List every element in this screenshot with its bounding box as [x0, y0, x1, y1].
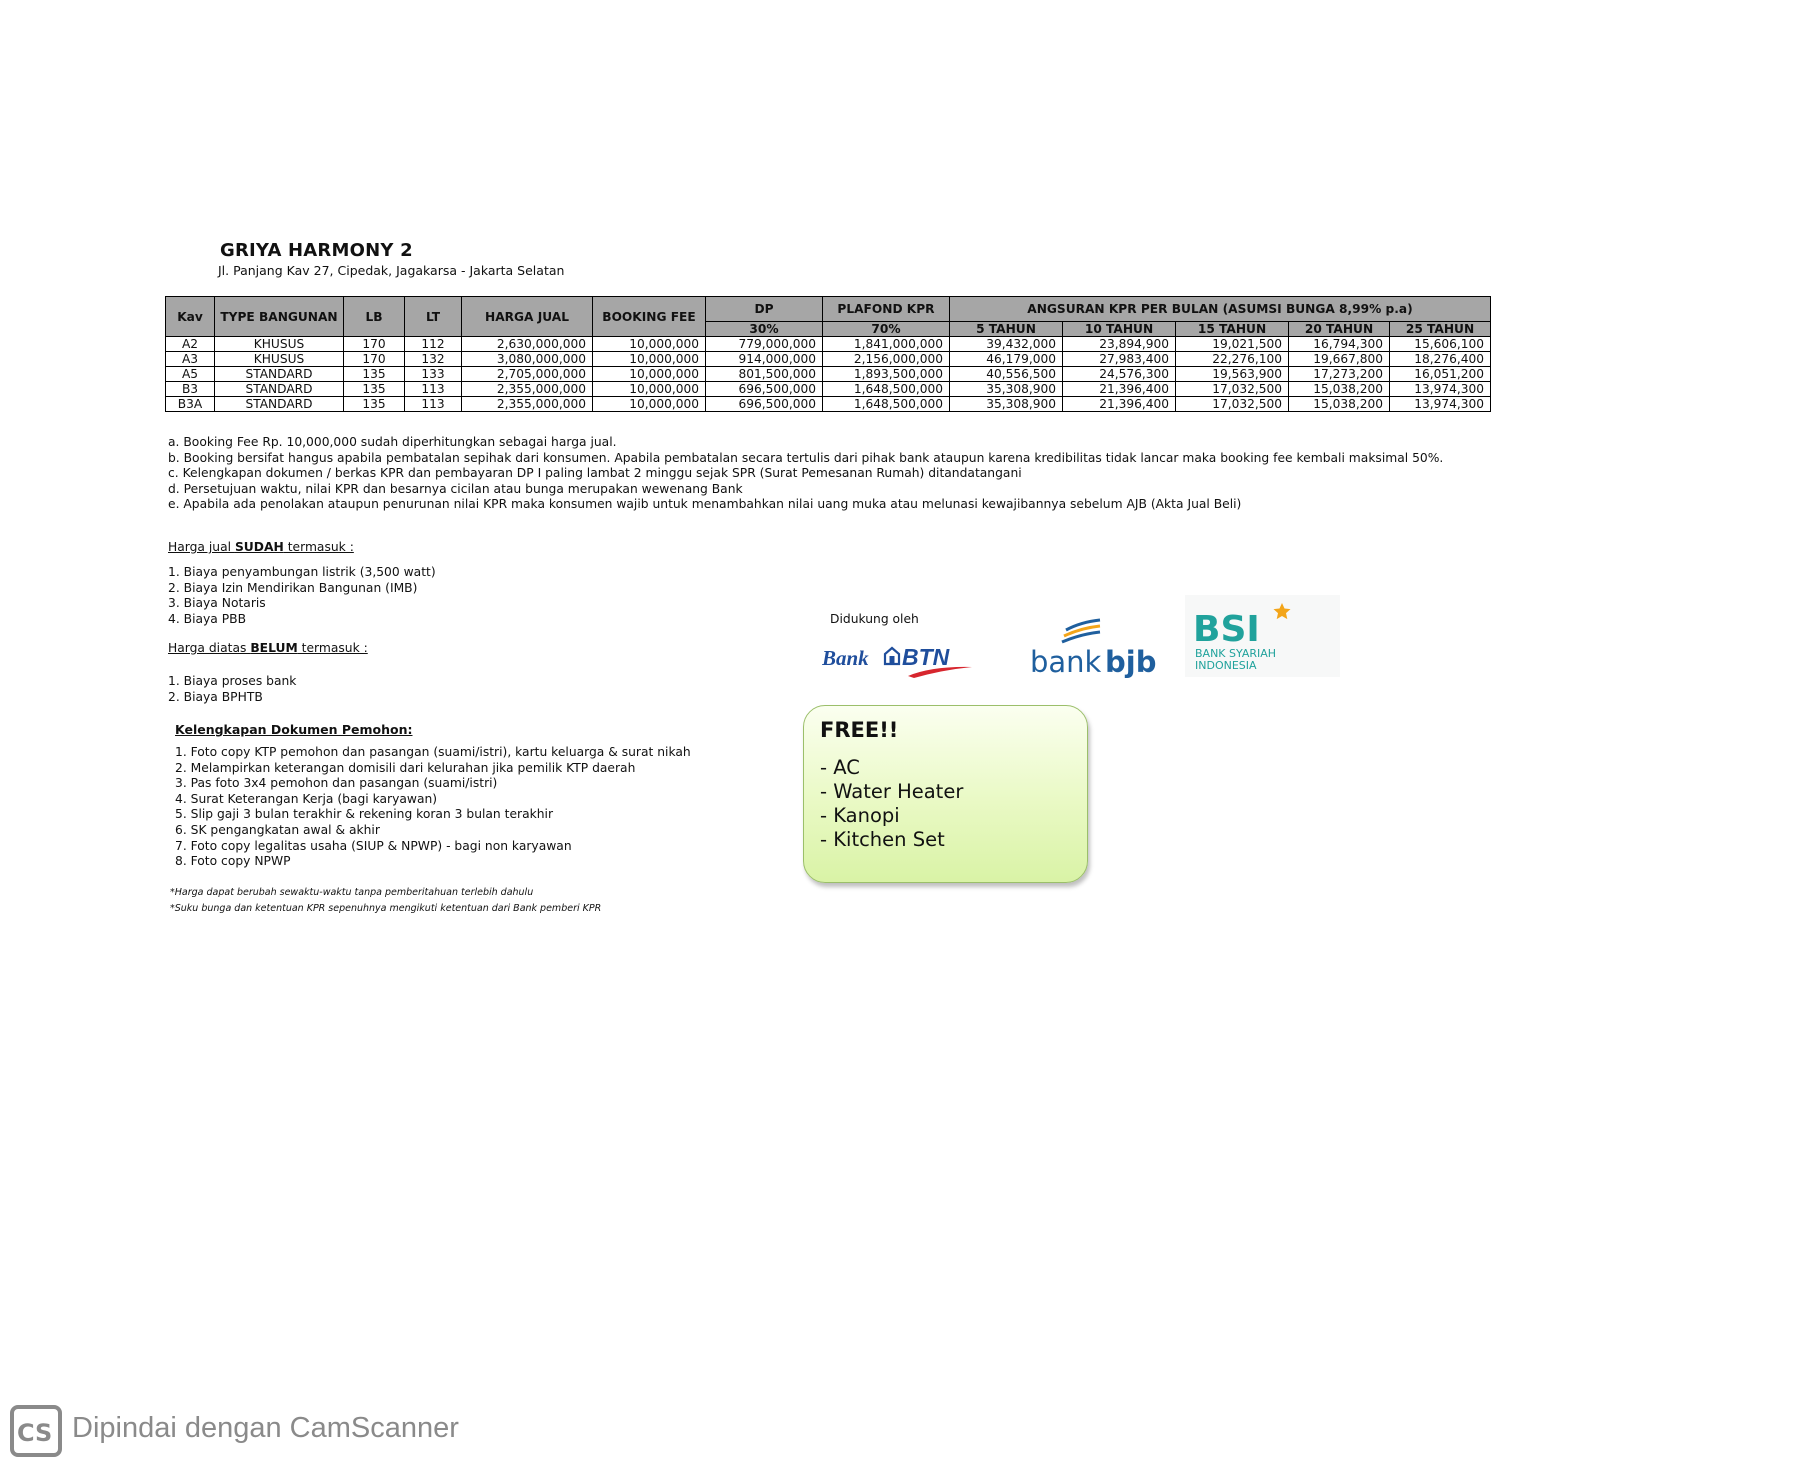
cell-kav: B3 [166, 382, 215, 397]
btn-logo-bank-text: Bank [822, 646, 869, 670]
bank-btn-logo [822, 640, 972, 680]
cell-harga: 2,355,000,000 [462, 397, 593, 412]
btn-house-icon [885, 648, 899, 664]
bsi-text: BSI [1193, 609, 1260, 650]
bjb-bank-text: bank [1030, 645, 1102, 678]
cell-harga: 3,080,000,000 [462, 352, 593, 367]
list-item: 1. Biaya penyambungan listrik (3,500 watt) [168, 565, 436, 579]
list-item: 5. Slip gaji 3 bulan terakhir & rekening koran 3 bulan terakhir [175, 807, 554, 822]
free-item: - AC [820, 756, 860, 779]
cell-lb: 170 [344, 352, 405, 367]
col-header-plafond-pct: 70% [823, 322, 950, 337]
supported-by-label: Didukung oleh [830, 612, 919, 626]
col-header-angsuran: ANGSURAN KPR PER BULAN (ASUMSI BUNGA 8,99% p.a) [950, 297, 1491, 322]
cell-type: KHUSUS [215, 337, 344, 352]
excluded-heading-suffix: termasuk : [297, 641, 368, 655]
cell-harga: 2,630,000,000 [462, 337, 593, 352]
excluded-heading-bold: BELUM [250, 641, 298, 655]
col-header-dp-pct: 30% [706, 322, 823, 337]
cell-15-tahun: 22,276,100 [1176, 352, 1289, 367]
cell-lt: 132 [405, 352, 462, 367]
documents-list [175, 745, 691, 870]
cell-booking: 10,000,000 [593, 382, 706, 397]
cell-harga: 2,705,000,000 [462, 367, 593, 382]
included-heading-prefix: Harga jual [168, 540, 235, 554]
note-a: a. Booking Fee Rp. 10,000,000 sudah diperhitungkan sebagai harga jual. [168, 435, 617, 449]
cell-20-tahun: 17,273,200 [1289, 367, 1390, 382]
cell-5-tahun: 39,432,000 [950, 337, 1063, 352]
disclaimer-interest: *Suku bunga dan ketentuan KPR sepenuhnya mengikuti ketentuan dari Bank pemberi KPR [170, 903, 602, 914]
included-heading-suffix: termasuk : [283, 540, 354, 554]
cell-kav: A2 [166, 337, 215, 352]
table-row [166, 382, 1491, 397]
col-header-dp: DP [706, 297, 823, 322]
cell-lt: 113 [405, 397, 462, 412]
camscanner-icon-text: CS [17, 1419, 53, 1447]
list-item: 4. Biaya PBB [168, 611, 247, 626]
note-b: b. Booking bersifat hangus apabila pembatalan sepihak dari konsumen. Apabila pembatalan secara tertulis dari pihak bank ataupun karena kredibilitas tidak lancar maka booking fee kembali maksimal 50%. [168, 450, 1444, 465]
col-header-5-tahun: 5 TAHUN [950, 322, 1063, 337]
list-item: 4. Surat Keterangan Kerja (bagi karyawan) [175, 791, 438, 806]
cell-lt: 113 [405, 382, 462, 397]
cell-plafond: 1,648,500,000 [823, 397, 950, 412]
table-row [166, 397, 1491, 412]
cell-10-tahun: 27,983,400 [1063, 352, 1176, 367]
cell-5-tahun: 35,308,900 [950, 397, 1063, 412]
cell-10-tahun: 21,396,400 [1063, 397, 1176, 412]
col-header-harga: HARGA JUAL [462, 297, 593, 337]
table-row [166, 367, 1491, 382]
included-list [168, 565, 436, 627]
cell-15-tahun: 17,032,500 [1176, 382, 1289, 397]
cell-type: STANDARD [215, 367, 344, 382]
list-item: 3. Biaya Notaris [168, 596, 266, 611]
table-row [166, 352, 1491, 367]
address: Jl. Panjang Kav 27, Cipedak, Jagakarsa - Jakarta Selatan [218, 263, 565, 278]
cell-kav: B3A [166, 397, 215, 412]
cell-dp: 914,000,000 [706, 352, 823, 367]
col-header-15-tahun: 15 TAHUN [1176, 322, 1289, 337]
bank-bjb-logo [1026, 606, 1156, 678]
list-item: 1. Foto copy KTP pemohon dan pasangan (suami/istri), kartu keluarga & surat nikah [175, 745, 691, 759]
cell-dp: 801,500,000 [706, 367, 823, 382]
camscanner-icon [10, 1405, 62, 1457]
cell-10-tahun: 24,576,300 [1063, 367, 1176, 382]
disclaimer-price: *Harga dapat berubah sewaktu-waktu tanpa pemberitahuan terlebih dahulu [170, 887, 534, 898]
price-table [165, 296, 1491, 412]
note-e: e. Apabila ada penolakan ataupun penurunan nilai KPR maka konsumen wajib untuk menambahkan nilai uang muka atau melunasi kewajibannya sebelum AJB (Akta Jual Beli) [168, 497, 1242, 512]
cell-dp: 696,500,000 [706, 397, 823, 412]
excluded-heading [168, 641, 368, 655]
cell-5-tahun: 35,308,900 [950, 382, 1063, 397]
cell-type: KHUSUS [215, 352, 344, 367]
list-item: 2. Biaya BPHTB [168, 689, 263, 704]
col-header-10-tahun: 10 TAHUN [1063, 322, 1176, 337]
list-item: 2. Biaya Izin Mendirikan Bangunan (IMB) [168, 580, 418, 595]
svg-text:BANK SYARIAH: BANK SYARIAH [1195, 647, 1277, 660]
col-header-plafond: PLAFOND KPR [823, 297, 950, 322]
cell-25-tahun: 13,974,300 [1390, 397, 1491, 412]
free-bonus-box [803, 705, 1088, 883]
cell-5-tahun: 46,179,000 [950, 352, 1063, 367]
svg-text:INDONESIA: INDONESIA [1195, 659, 1257, 672]
col-header-20-tahun: 20 TAHUN [1289, 322, 1390, 337]
btn-logo-btn-text: BTN [902, 644, 950, 670]
col-header-lt: LT [405, 297, 462, 337]
cell-plafond: 1,648,500,000 [823, 382, 950, 397]
free-item: - Water Heater [820, 780, 964, 803]
cell-lb: 135 [344, 397, 405, 412]
included-heading-bold: SUDAH [234, 540, 284, 554]
note-d: d. Persetujuan waktu, nilai KPR dan besarnya cicilan atau bunga merupakan wewenang Bank [168, 481, 743, 496]
cell-plafond: 1,893,500,000 [823, 367, 950, 382]
cell-harga: 2,355,000,000 [462, 382, 593, 397]
list-item: 6. SK pengangkatan awal & akhir [175, 822, 380, 837]
cell-20-tahun: 16,794,300 [1289, 337, 1390, 352]
bjb-wave-icon [1062, 620, 1100, 642]
free-item: - Kanopi [820, 804, 900, 827]
free-title: FREE!! [820, 718, 899, 742]
excluded-heading-prefix: Harga diatas [168, 641, 251, 655]
cell-kav: A5 [166, 367, 215, 382]
cell-lt: 133 [405, 367, 462, 382]
cell-kav: A3 [166, 352, 215, 367]
cell-lb: 135 [344, 382, 405, 397]
col-header-kav: Kav [166, 297, 215, 337]
cell-15-tahun: 19,021,500 [1176, 337, 1289, 352]
cell-plafond: 2,156,000,000 [823, 352, 950, 367]
included-heading [168, 540, 354, 554]
cell-20-tahun: 19,667,800 [1289, 352, 1390, 367]
bsi-star-icon [1274, 603, 1291, 619]
cell-booking: 10,000,000 [593, 367, 706, 382]
page-title: GRIYA HARMONY 2 [220, 240, 413, 261]
list-item: 2. Melampirkan keterangan domisili dari kelurahan jika pemilik KTP daerah [175, 760, 636, 775]
cell-plafond: 1,841,000,000 [823, 337, 950, 352]
cell-lb: 135 [344, 367, 405, 382]
cell-15-tahun: 17,032,500 [1176, 397, 1289, 412]
note-c: c. Kelengkapan dokumen / berkas KPR dan pembayaran DP I paling lambat 2 minggu sejak SPR (Surat Pemesanan Rumah) ditandatangani [168, 466, 1022, 481]
camscanner-watermark: Dipindai dengan CamScanner [72, 1412, 459, 1444]
col-header-lb: LB [344, 297, 405, 337]
cell-booking: 10,000,000 [593, 337, 706, 352]
list-item: 8. Foto copy NPWP [175, 854, 291, 869]
list-item: 1. Biaya proses bank [168, 674, 297, 688]
cell-10-tahun: 21,396,400 [1063, 382, 1176, 397]
terms-notes [168, 435, 1443, 513]
cell-lt: 112 [405, 337, 462, 352]
cell-type: STANDARD [215, 397, 344, 412]
cell-booking: 10,000,000 [593, 397, 706, 412]
cell-25-tahun: 13,974,300 [1390, 382, 1491, 397]
cell-25-tahun: 15,606,100 [1390, 337, 1491, 352]
col-header-type: TYPE BANGUNAN [215, 297, 344, 337]
cell-lb: 170 [344, 337, 405, 352]
cell-20-tahun: 15,038,200 [1289, 397, 1390, 412]
cell-dp: 779,000,000 [706, 337, 823, 352]
cell-10-tahun: 23,894,900 [1063, 337, 1176, 352]
disclaimers [170, 885, 601, 917]
cell-dp: 696,500,000 [706, 382, 823, 397]
bsi-logo [1185, 595, 1340, 677]
list-item: 7. Foto copy legalitas usaha (SIUP & NPWP) - bagi non karyawan [175, 838, 572, 853]
cell-15-tahun: 19,563,900 [1176, 367, 1289, 382]
bjb-text: bjb [1105, 645, 1156, 678]
cell-25-tahun: 16,051,200 [1390, 367, 1491, 382]
excluded-list [168, 674, 296, 705]
table-row [166, 337, 1491, 352]
free-item: - Kitchen Set [820, 828, 945, 851]
cell-20-tahun: 15,038,200 [1289, 382, 1390, 397]
col-header-booking: BOOKING FEE [593, 297, 706, 337]
cell-type: STANDARD [215, 382, 344, 397]
cell-5-tahun: 40,556,500 [950, 367, 1063, 382]
cell-booking: 10,000,000 [593, 352, 706, 367]
col-header-25-tahun: 25 TAHUN [1390, 322, 1491, 337]
cell-25-tahun: 18,276,400 [1390, 352, 1491, 367]
documents-heading: Kelengkapan Dokumen Pemohon: [175, 722, 413, 737]
list-item: 3. Pas foto 3x4 pemohon dan pasangan (suami/istri) [175, 776, 498, 791]
